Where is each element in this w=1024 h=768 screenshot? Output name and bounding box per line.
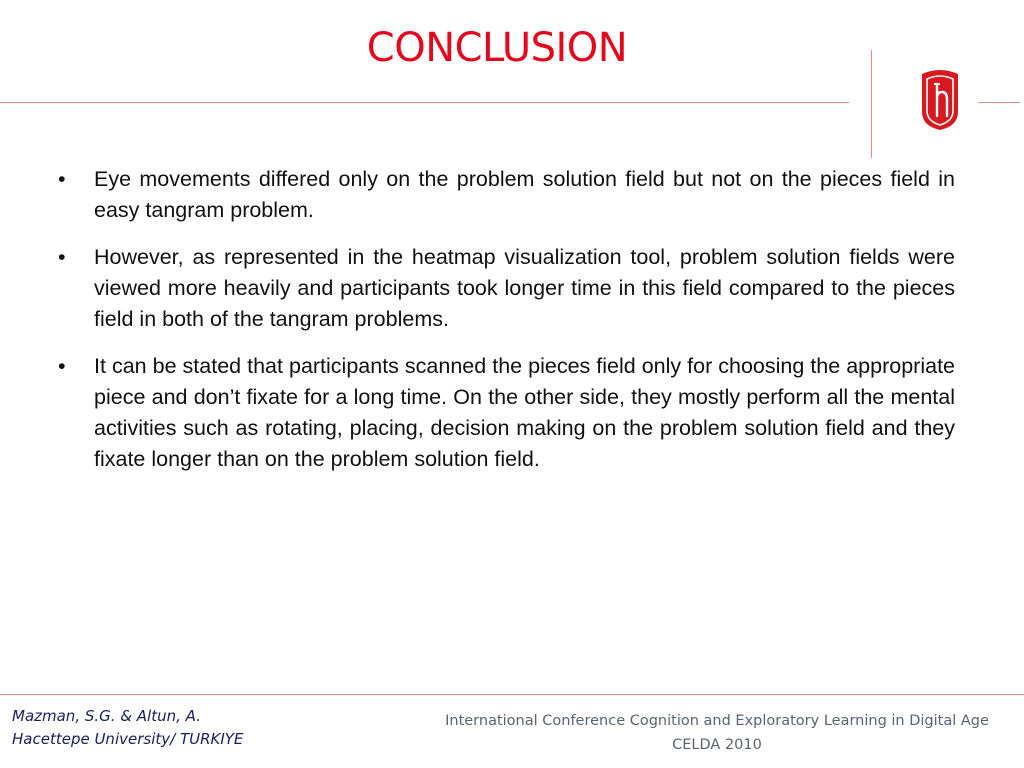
bullet-symbol: • — [58, 354, 66, 378]
bullet-text: Eye movements differed only on the problem solution field but not on the pieces field in easy tangram problem. — [94, 167, 955, 222]
slide-title: CONCLUSION — [366, 25, 628, 71]
header-vertical-rule — [871, 50, 872, 158]
footer-conference-block — [410, 709, 1024, 757]
header-rule-right — [978, 102, 1020, 103]
footer-affiliation: Hacettepe University/ TURKIYE — [12, 730, 244, 748]
footer-conference: International Conference Cognition and Exploratory Learning in Digital Age — [445, 713, 989, 729]
footer-conference-short: CELDA 2010 — [672, 737, 762, 753]
footer-rule — [0, 694, 1024, 695]
bullet-text: It can be stated that participants scanned the pieces field only for choosing the appropriate piece and don’t fixate for a long time. On the other side, they mostly perform all the mental activities such as rotating, placing, decision making on the problem solution field and they fixate longer than on the problem solution field. — [94, 354, 955, 471]
bullet-symbol: • — [58, 167, 66, 191]
bullet-list — [58, 164, 955, 491]
university-logo-icon — [918, 68, 962, 132]
bullet-item — [58, 242, 955, 335]
bullet-symbol: • — [58, 245, 66, 269]
bullet-text: However, as represented in the heatmap visualization tool, problem solution fields were viewed more heavily and participants took longer time in this field compared to the pieces field in both of the tangram problems. — [94, 245, 955, 331]
bullet-item — [58, 351, 955, 475]
footer-authors: Mazman, S.G. & Altun, A. — [12, 707, 201, 725]
footer-authors-block — [12, 705, 243, 751]
bullet-item — [58, 164, 955, 226]
header-rule-left — [0, 102, 849, 103]
